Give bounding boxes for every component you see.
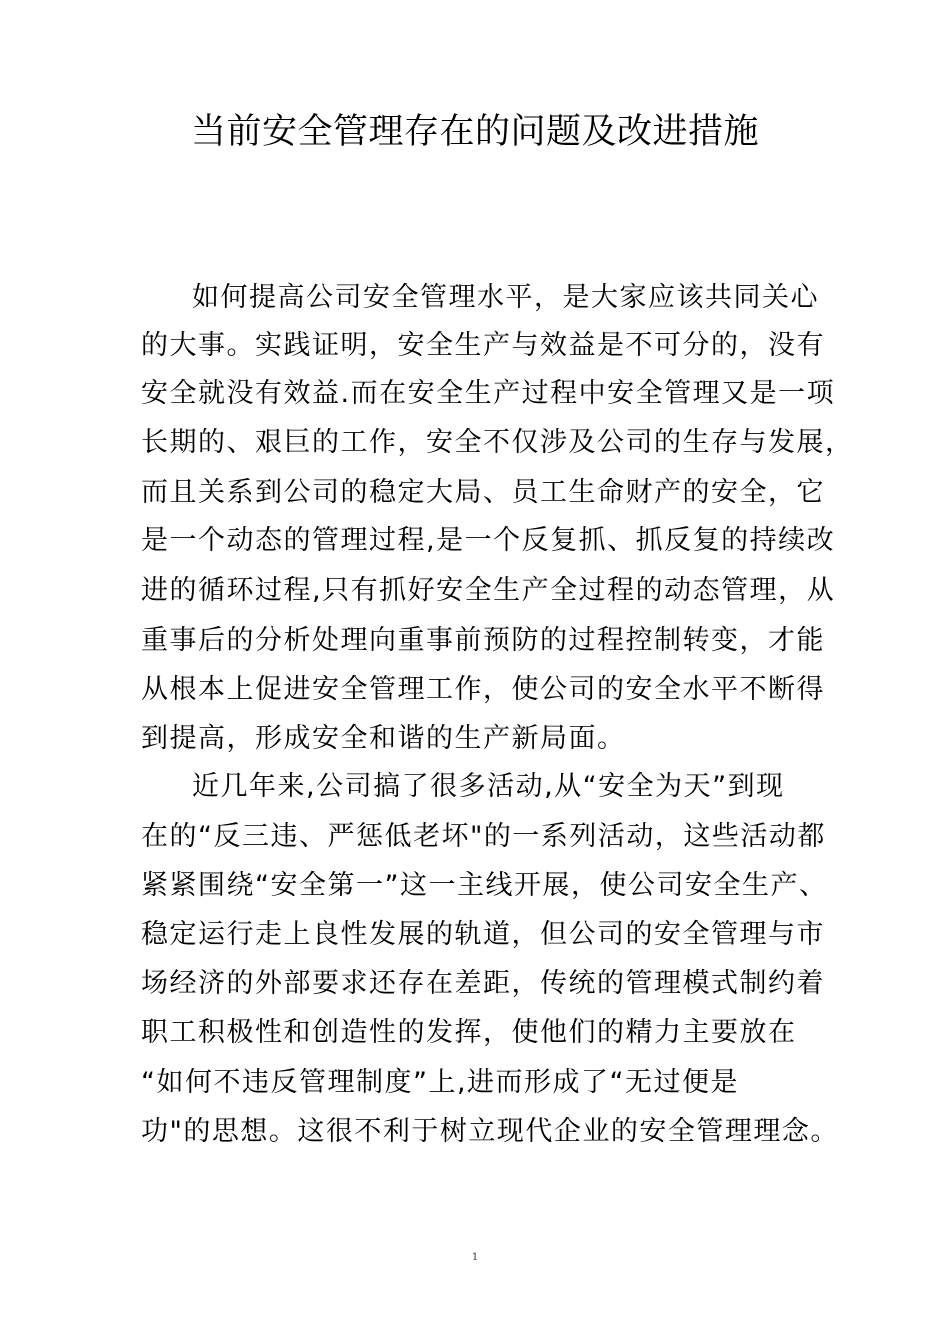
paragraph-line: 在的“反三违、严惩低老坏"的一系列活动，这些活动都 (141, 821, 826, 852)
paragraph-line: 是一个动态的管理过程,是一个反复抓、抓反复的持续改 (141, 525, 836, 556)
paragraph-line: 重事后的分析处理向重事前预防的过程控制转变，才能 (141, 625, 825, 656)
paragraph-line: 职工积极性和创造性的发挥，使他们的精力主要放在 (141, 1017, 797, 1048)
paragraph-line: 而且关系到公司的稳定大局、员工生命财产的安全，它 (141, 477, 825, 508)
paragraph-line: 从根本上促进安全管理工作，使公司的安全水平不断得 (141, 674, 825, 705)
paragraph-line: 功"的思想。这很不利于树立现代企业的安全管理理念。 (141, 1116, 839, 1147)
page-number: 1 (471, 1252, 479, 1263)
paragraph-line: 进的循环过程,只有抓好安全生产全过程的动态管理，从 (141, 575, 836, 606)
paragraph-line: 如何提高公司安全管理水平，是大家应该共同关心 (192, 282, 819, 313)
paragraph-line: 的大事。实践证明，安全生产与效益是不可分的，没有 (141, 330, 825, 361)
paragraph-line: 场经济的外部要求还存在差距，传统的管理模式制约着 (141, 968, 825, 999)
paragraph-line: “如何不违反管理制度”上,进而形成了“无过便是 (141, 1067, 740, 1098)
paragraph-line: 长期的、艰巨的工作，安全不仅涉及公司的生存与发展， (141, 427, 854, 458)
paragraph-line: 到提高，形成安全和谐的生产新局面。 (141, 723, 626, 754)
paragraph-line: 安全就没有效益.而在安全生产过程中安全管理又是一项 (141, 378, 836, 409)
document-title: 当前安全管理存在的问题及改进措施 (190, 112, 759, 152)
paragraph-line: 紧紧围绕“安全第一”这一主线开展，使公司安全生产、 (141, 870, 828, 901)
paragraph-line: 稳定运行走上良性发展的轨道，但公司的安全管理与市 (141, 919, 825, 950)
paragraph-line: 近几年来,公司搞了很多活动,从“安全为天”到现 (192, 771, 785, 802)
